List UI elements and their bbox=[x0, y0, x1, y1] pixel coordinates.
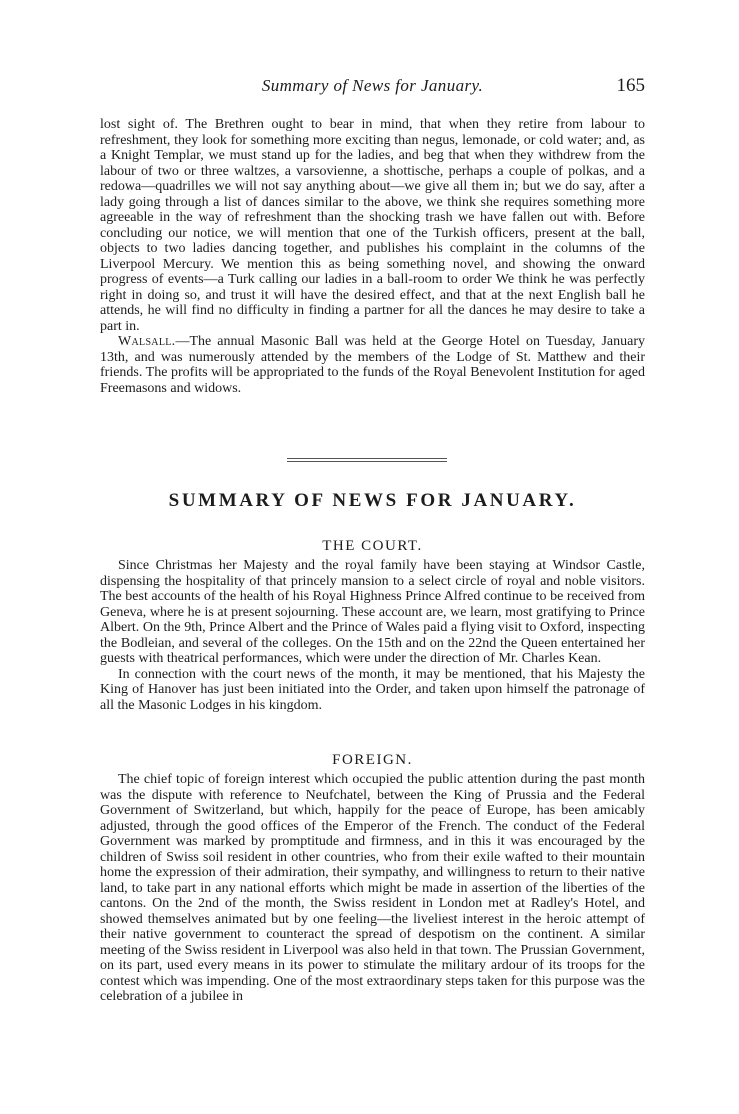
foreign-heading: FOREIGN. bbox=[332, 752, 413, 768]
running-title: Summary of News for January. bbox=[261, 76, 484, 95]
court-section bbox=[100, 558, 645, 713]
walsall-text: —The annual Masonic Ball was held at the George Hotel on Tuesday, January 13th, and was numerously attended by the members of the Lodge of St. Matthew and their friends. The profits will be appropriated to the funds of the Royal Benevolent Institution for aged Freemasons and widows. bbox=[100, 334, 645, 396]
walsall-paragraph bbox=[100, 334, 645, 396]
section-divider bbox=[287, 458, 447, 464]
walsall-label: Walsall. bbox=[118, 334, 176, 349]
section-title: SUMMARY OF NEWS FOR JANUARY. bbox=[168, 490, 577, 511]
continued-paragraph: lost sight of. The Brethren ought to bear in mind, that when they retire from labour to refreshment, they look for something more exciting than negus, lemonade, or cold water; and, as a Knight Templar, we must stand up for the ladies, and beg that when they withdrew from the labour of two or three waltzes, a varsovienne, a shottische, perhaps a couple of polkas, and a redowa—quadrilles we will not say anything about—we give all them in; but we do say, after a lady going through a list of dances similar to the above, we think she requires something more agreeable in the way of refreshment than the shocking trash we have fallen out with. Before concluding our notice, we will mention that one of the Turkish officers, present at the ball, objects to two ladies dancing together, and publishes his complaint in the columns of the Liverpool Mercury. We mention this as being something novel, and showing the onward progress of events—a Turk calling our ladies in a ball-room to order We think he was perfectly right in doing so, and trust it will have the desired effect, and that at the next English ball he attends, he will find no difficulty in finding a partner for all the dances he may desire to take a part in. bbox=[100, 117, 645, 334]
court-paragraph: In connection with the court news of the month, it may be mentioned, that his Majesty the King of Hanover has just been initiated into the Order, and taken upon himself the patronage of all the Masonic Lodges in his kingdom. bbox=[100, 666, 645, 713]
continued-article bbox=[100, 117, 645, 396]
court-paragraph: Since Christmas her Majesty and the royal family have been staying at Windsor Castle, dispensing the hospitality of that princely mansion to a select circle of royal and noble visitors. The best accounts of the health of his Royal Highness Prince Alfred continue to be received from Geneva, where he is at present sojourning. These account are, we learn, most gratifying to Prince Albert. On the 9th, Prince Albert and the Prince of Wales paid a flying visit to Oxford, inspecting the Bodleian, and several of the colleges. On the 15th and on the 22nd the Queen entertained her guests with theatrical performances, which were under the direction of Mr. Charles Kean. bbox=[100, 558, 645, 666]
foreign-paragraph: The chief topic of foreign interest which occupied the public attention during the past month was the dispute with reference to Neufchatel, between the King of Prussia and the Federal Government of Switzerland, but which, happily for the peace of Europe, has been amicably adjusted, through the good offices of the Emperor of the French. The conduct of the Federal Government was marked by promptitude and firmness, and in this it was encouraged by the children of Swiss soil resident in other countries, who from their exile wafted to their mountain home the expression of their admiration, their sympathy, and willingness to return to their native land, to take part in any national efforts which might be made in assertion of the liberties of the cantons. On the 2nd of the month, the Swiss resident in London met at Radley's Hotel, and showed themselves animated but by one feeling—the liveliest interest in the heroic attempt of their native government to counteract the spread of despotism on the continent. A similar meeting of the Swiss resident in Liverpool was also held in that town. The Prussian Government, on its part, used every means in its power to stimulate the military ardour of its troops for the contest which was impending. One of the most extraordinary steps taken for this purpose was the celebration of a jubilee in bbox=[100, 772, 645, 1004]
running-head bbox=[100, 76, 645, 98]
page-number: 165 bbox=[616, 75, 645, 96]
foreign-section bbox=[100, 772, 645, 1005]
court-heading: THE COURT. bbox=[322, 538, 423, 554]
